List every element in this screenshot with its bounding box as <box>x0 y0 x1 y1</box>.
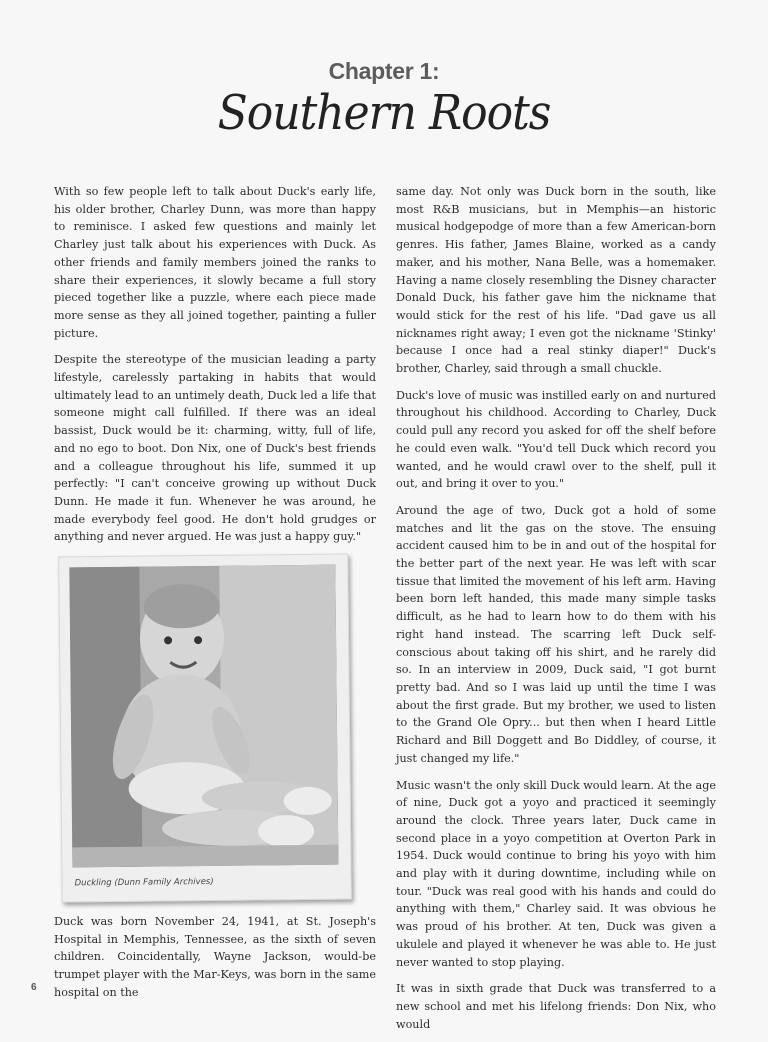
page-number: 6 <box>31 982 37 993</box>
left-column <box>54 183 376 1011</box>
paragraph: Duck's love of music was instilled early on and nurtured throughout his childhood. According to Charley, Duck could pull any record you asked for off the shelf before he could even walk. "You'd tell Duck which record you wanted, and he would crawl over to the shelf, pull it out, and bring it over to you." <box>396 388 716 491</box>
baby-illustration <box>69 565 338 868</box>
photo-caption: Duckling (Dunn Family Archives) <box>74 877 214 889</box>
right-column <box>396 183 716 1042</box>
paragraph: Around the age of two, Duck got a hold of some matches and lit the gas on the stove. The ensuing accident caused him to be in and out of the hospital for the better part of the next year. He was left with scar tissue that limited the movement of his left arm. Having been born left handed, this made many simple tasks difficult, as he had to learn how to do them with his right hand instead. The scarring left Duck self-conscious about taking off his shirt, and he rarely did so. In an interview in 2009, Duck said, "I got burnt pretty bad. And so I was laid up until the time I was about the first grade. But my brother, we used to listen to the Grand Ole Opry... but then when I heard Little Richard and Bill Doggett and Bo Diddley, of course, it just changed my life." <box>396 503 716 765</box>
paragraph: Duck was born November 24, 1941, at St. Joseph's Hospital in Memphis, Tennessee, as the sixth of seven children. Coincidentally, Wayne Jackson, would-be trumpet player with the Mar-Keys, was born in the same hospital on the <box>54 915 376 999</box>
chapter-label: Chapter 1: <box>328 58 440 84</box>
paragraph: With so few people left to talk about Duck's early life, his older brother, Charley Dunn, was more than happy to reminisce. I asked few questions and mainly let Charley just talk about his experiences with Duck. As other friends and family members joined the ranks to share their experiences, it slowly became a full story pieced together like a puzzle, where each piece made more sense as they all joined together, painting a fuller picture. <box>54 185 376 340</box>
paragraph: Music wasn't the only skill Duck would learn. At the age of nine, Duck got a yoyo and practiced it seemingly around the clock. Three years later, Duck came in second place in a yoyo competition at Overton Park in 1954. Duck would continue to bring his yoyo with him and play with it during downtime, including while on tour. "Duck was real good with his hands and could do anything with them," Charley said. It was obvious he was proud of his brother. At ten, Duck was given a ukulele and played it whenever he was able to. He just never wanted to stop playing. <box>396 778 716 969</box>
baby-photo-frame <box>58 554 352 903</box>
paragraph: Despite the stereotype of the musician leading a party lifestyle, carelessly partaking in habits that would ultimately lead to an untimely death, Duck led a life that someone might call fulfilled. If there was an ideal bassist, Duck would be it: charming, witty, full of life, and no ego to boot. Don Nix, one of Duck's best friends and a colleague throughout his life, summed it up perfectly: "I can't conceive growing up without Duck Dunn. He made it fun. Whenever he was around, he made everybody feel good. He don't hold grudges or anything and never argued. He was just a happy guy." <box>54 353 376 544</box>
chapter-title: Southern Roots <box>217 85 551 142</box>
paragraph: same day. Not only was Duck born in the south, like most R&B musicians, but in Memphis—an historic musical hodgepodge of more than a few American-born genres. His father, James Blaine, worked as a candy maker, and his mother, Nana Belle, was a homemaker. Having a name closely resembling the Disney character Donald Duck, his father gave him the nickname that would stick for the rest of his life. "Dad gave us all nicknames right away; I even got the nickname 'Stinky' because I once had a real stinky diaper!" Duck's brother, Charley, said through a small chuckle. <box>396 185 716 376</box>
baby-photo <box>69 565 338 868</box>
paragraph: It was in sixth grade that Duck was transferred to a new school and met his lifelong friends: Don Nix, who would <box>396 982 716 1031</box>
